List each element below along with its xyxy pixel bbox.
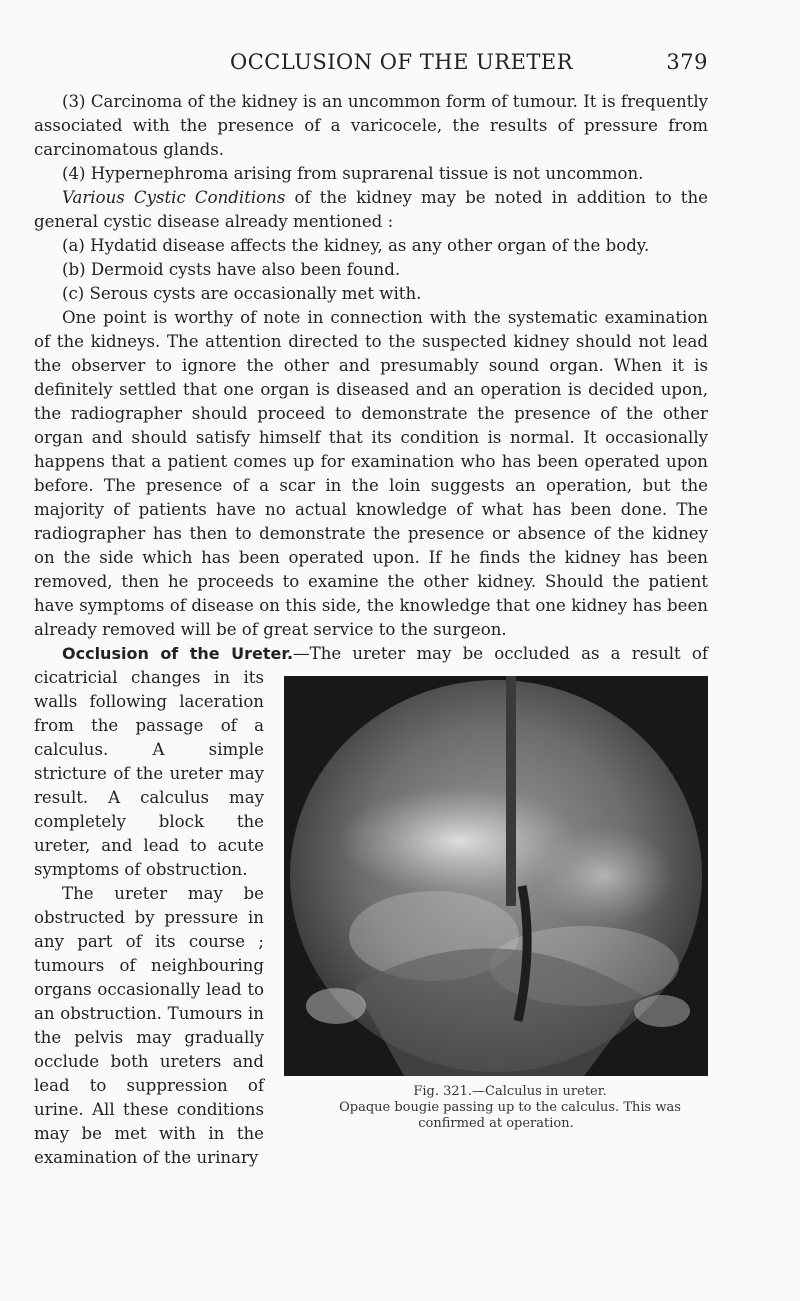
running-head	[0, 50, 800, 78]
hydatid-text: Hydatid disease affects the kidney, as any other organ of the body.	[84, 236, 650, 255]
paragraph-hypernephroma: (4) Hypernephroma arising from suprarenal tissue is not uncommon.	[62, 164, 644, 183]
running-title: OCCLUSION OF THE URETER	[230, 50, 574, 74]
item-label-b: (b)	[62, 260, 86, 279]
paragraph-serous	[34, 282, 708, 306]
paragraph-hydatid	[34, 234, 708, 258]
occlusion-text: —The ureter may be occluded as a result of cicatricial changes in its walls following laceration from the passage of a calculus. A simple stricture of the ureter may result. A calculus may completely block the ureter, and lead to acute symptoms of obstruction.	[34, 644, 709, 879]
dermoid-text: Dermoid cysts have also been found.	[85, 260, 401, 279]
cystic-conditions-text: of the kidney may be noted in addition to the general cystic disease already mentioned :	[34, 188, 708, 231]
cystic-conditions-heading: Various Cystic Conditions	[62, 188, 286, 207]
figure-title: Fig. 321.—Calculus in ureter.	[413, 1084, 607, 1099]
serous-text: Serous cysts are occasionally met with.	[84, 284, 422, 303]
section-heading-occlusion: Occlusion of the Ureter.	[62, 644, 294, 663]
figure-caption	[284, 1084, 708, 1132]
paragraph-cystic-conditions	[34, 186, 708, 234]
paragraph-systematic-examination: One point is worthy of note in connection with the systematic examination of the kidneys. The attention directed to the suspected kidney should not lead the observer to ignore the other and presumably sound organ. When it is definitely settled that one organ is diseased and an operation is decided upon, the radiographer should proceed to demonstrate the presence of the other organ and should satisfy himself that its condition is normal. It occasionally happens that a patient comes up for examination who has been operated upon before. The presence of a scar in the loin suggests an operation, but the majority of patients have no actual knowledge of what has been done. The radiographer has then to demonstrate the presence or absence of the kidney on the side which has been operated upon. If he finds the kidney has been removed, then he proceeds to examine the other kidney. Should the patient have symptoms of disease on this side, the knowledge that one kidney has been already removed will be of great service to the surgeon.	[34, 308, 708, 639]
body-text	[34, 90, 708, 1170]
page-number: 379	[666, 50, 708, 74]
paragraph-dermoid	[34, 258, 708, 282]
item-label-a: (a)	[62, 236, 85, 255]
figure-description: Opaque bougie passing up to the calculus. This was confirmed at operation.	[339, 1100, 681, 1131]
paragraph-carcinoma: (3) Carcinoma of the kidney is an uncommon form of tumour. It is frequently associated with the presence of a varicocele, the results of pressure from carcinomatous glands.	[34, 92, 708, 159]
figure-321	[284, 676, 708, 1132]
item-label-c: (c)	[62, 284, 85, 303]
xray-image	[284, 676, 708, 1076]
paragraph-obstruction: The ureter may be obstructed by pressure in any part of its course ; tumours of neighbouring organs occasionally lead to an obstruction. Tumours in the pelvis may gradually occlude both ureters and lead to suppression of urine. All these conditions may be met with in the examination of the urinary	[34, 884, 264, 1167]
